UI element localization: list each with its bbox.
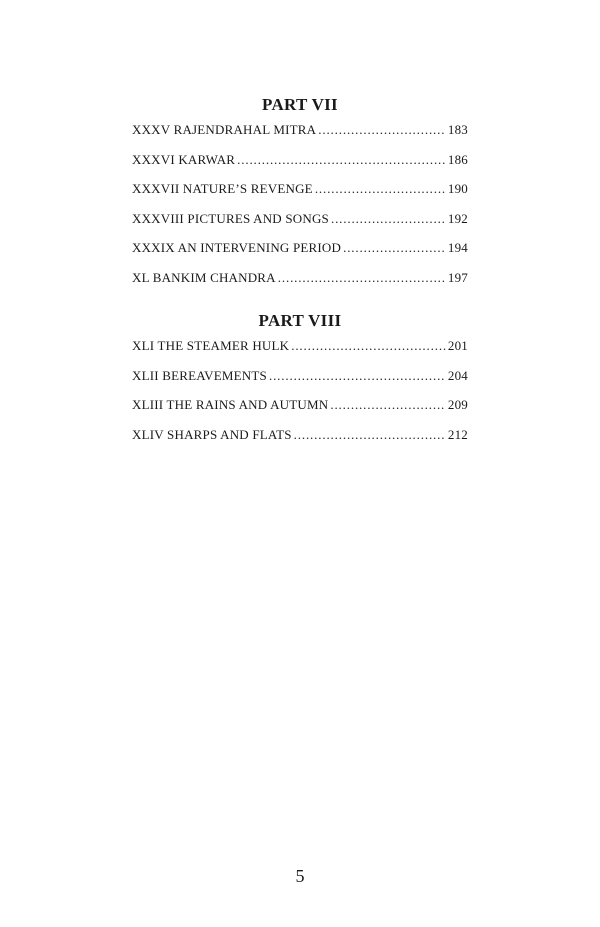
toc-entry-title: XLIV SHARPS AND FLATS xyxy=(132,426,292,442)
toc-entry-title: XLIII THE RAINS AND AUTUMN xyxy=(132,397,329,413)
toc-entry[interactable] xyxy=(132,211,468,241)
dot-leader xyxy=(291,338,446,354)
part-heading: PART VII xyxy=(262,95,338,114)
toc-entry-title: XXXVI KARWAR xyxy=(132,151,236,167)
toc-entry-title: XXXV RAJENDRAHAL MITRA xyxy=(132,122,317,137)
toc-entry-page: 201 xyxy=(447,338,468,353)
toc-entry-title: XL BANKIM CHANDRA xyxy=(132,269,276,285)
toc-entry-title: XXXVII NATURE’S REVENGE xyxy=(132,181,313,197)
toc-entry-page: 204 xyxy=(447,367,468,383)
toc-entry[interactable] xyxy=(132,240,468,270)
toc-entry[interactable] xyxy=(132,270,468,300)
page-number: 5 xyxy=(295,866,305,886)
toc-entry-title: XXXIX AN INTERVENING PERIOD xyxy=(132,240,342,256)
toc-entry[interactable] xyxy=(132,427,468,457)
toc-entry[interactable] xyxy=(132,368,468,398)
toc-entry[interactable] xyxy=(132,122,468,152)
toc-entry[interactable] xyxy=(132,397,468,427)
toc-entry-title: XXXVIII PICTURES AND SONGS xyxy=(132,210,329,226)
dot-leader xyxy=(330,397,446,413)
dot-leader xyxy=(294,427,446,443)
toc-entry[interactable] xyxy=(132,152,468,182)
dot-leader xyxy=(315,181,446,197)
toc-entry-page: 197 xyxy=(447,269,468,285)
toc-entry-page: 209 xyxy=(447,397,468,413)
dot-leader xyxy=(343,240,446,256)
toc-entry-title: XLII BEREAVEMENTS xyxy=(132,367,267,383)
dot-leader xyxy=(278,270,446,286)
toc-entry-page: 186 xyxy=(447,151,468,167)
toc-entry-page: 190 xyxy=(447,181,468,197)
toc-part-viii xyxy=(132,310,468,456)
toc-entry-page: 192 xyxy=(447,210,468,226)
dot-leader xyxy=(331,211,446,227)
part-heading: PART VIII xyxy=(258,311,342,330)
toc-entry[interactable] xyxy=(132,338,468,368)
toc-entry[interactable] xyxy=(132,181,468,211)
toc-entry-page: 183 xyxy=(447,122,468,137)
dot-leader xyxy=(269,368,446,384)
toc-part-vii xyxy=(132,94,468,300)
dot-leader xyxy=(318,122,446,138)
dot-leader xyxy=(237,152,446,168)
toc-entry-page: 194 xyxy=(447,240,468,256)
toc-entry-title: XLI THE STEAMER HULK xyxy=(132,338,290,353)
toc-entry-page: 212 xyxy=(447,426,468,442)
